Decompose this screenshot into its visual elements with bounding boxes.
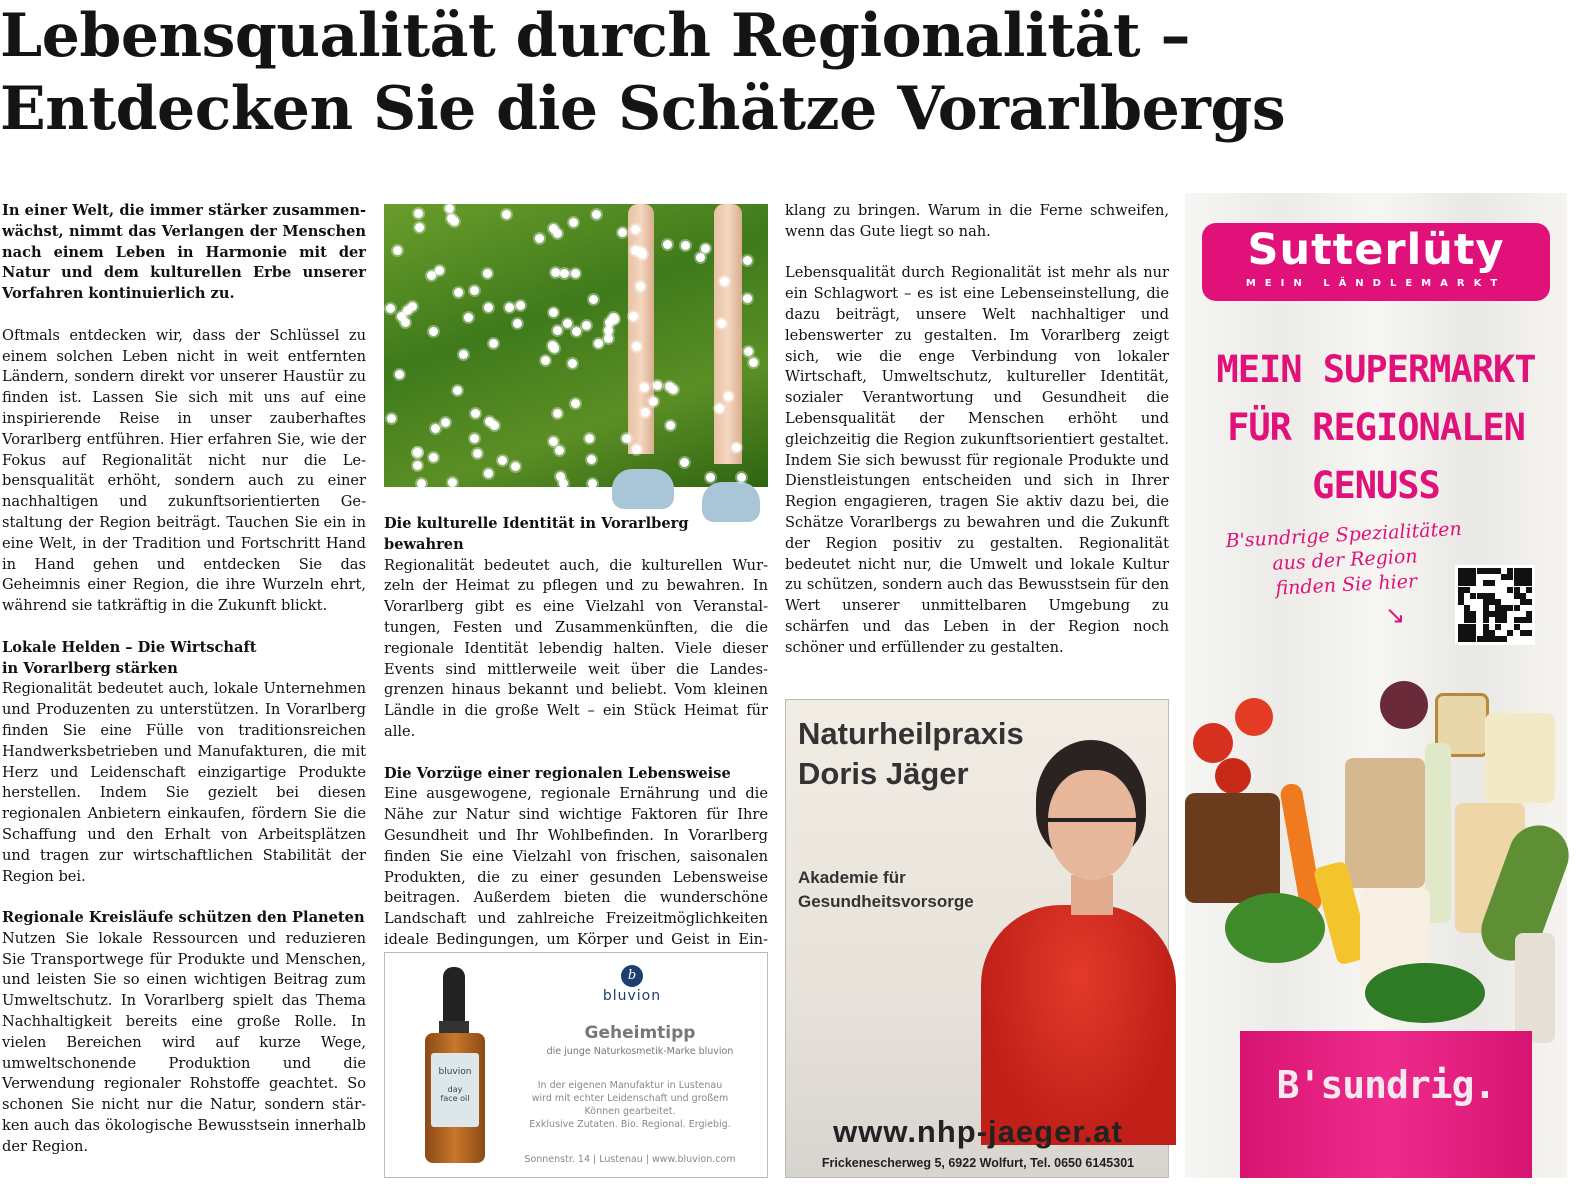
daisy-flower <box>535 234 544 243</box>
daisy-flower <box>513 319 522 328</box>
leg-left <box>628 204 654 454</box>
daisy-flower <box>471 409 480 418</box>
article-column-3 <box>785 201 1169 679</box>
qr-module <box>1526 587 1532 593</box>
article-photo-meadow <box>384 204 768 487</box>
daisy-flower <box>609 313 618 322</box>
daisy-flower <box>483 269 492 278</box>
headline-line-1: Lebensqualität durch Regionalität – <box>0 1 1190 71</box>
section-body-kreislaeufe: Nutzen Sie lokale Ressourcen und reduzieren Sie Transportwege für Produkte und Menschen, und leisten Sie so einen wichtigen Beitrag zum Umweltschutz. In Vorarlberg spielt das Thema Nachhaltigkeit bereits eine große Rolle. In vielen Bereichen wird auf kurze Wege, umweltschonende Produktion und die Verwendung regionaler Rohstoffe geachtet. So schonen Sie nicht nur die Natur, sondern stärken auch das ökologische Bewusstsein innerhalb der Region. <box>2 929 366 1155</box>
daisy-flower <box>417 479 426 488</box>
script-line-1: B'sundrige Spezialitäten <box>1225 517 1463 553</box>
sutterluety-headline-line-1: MEIN SUPERMARKT <box>1216 348 1536 391</box>
bluvion-body-line: In der eigenen Manufaktur in Lustenau <box>537 1080 723 1091</box>
daisy-flower <box>594 339 603 348</box>
daisy-flower <box>431 424 440 433</box>
daisy-flower <box>732 443 741 452</box>
daisy-flower <box>582 321 591 330</box>
script-line-2: aus der Region <box>1271 545 1419 575</box>
article-intro: Oftmals entdecken wir, dass der Schlüssel zu einem solchen Leben nicht in weit entfernten Ländern, sondern direkt vor unserer Haustür zu finden ist. Lassen Sie sich mit uns auf eine inspirierende Reise in unser zauberhaftes Vorarlberg entführen. Hier erfahren Sie, wie der Fokus auf Regionalität nicht nur die Lebensqualität erhöht, sondern auch zu einer nachhaltigen und zukunftsorientierten Gestaltung der Region beiträgt. Tauchen Sie ein in eine Welt, in der Tradition und Fortschritt Hand in Hand gehen und entdecken Sie das Geheimnis einer Region, die ihre Wurzeln ehrt, während sie tatkräftig in die Zukunft blickt. <box>2 326 366 615</box>
daisy-flower <box>632 342 641 351</box>
sutterluety-script-text <box>1223 517 1467 604</box>
daisy-flower <box>636 282 645 291</box>
section-body-lebensweise-continued: klang zu bringen. Warum in die Ferne schweifen, wenn das Gute liegt so nah. <box>785 202 1169 240</box>
daisy-flower <box>640 383 649 392</box>
daisy-flower <box>666 421 675 430</box>
daisy-flower <box>445 204 454 213</box>
sutterluety-tagline: MEIN LÄNDLEMARKT <box>1245 278 1507 289</box>
daisy-flower <box>743 294 752 303</box>
bag-slogan: B'sundrig. <box>1276 1063 1496 1107</box>
daisy-flower <box>473 449 482 458</box>
daisy-flower <box>706 473 715 482</box>
nhp-subtitle-line-2: Gesundheitsvorsorge <box>798 892 974 911</box>
daisy-flower <box>549 437 558 446</box>
daisy-flower <box>414 209 423 218</box>
daisy-flower <box>435 266 444 275</box>
daisy-flower <box>641 408 650 417</box>
daisy-flower <box>715 404 724 413</box>
daisy-flower <box>744 347 753 356</box>
article-column-2 <box>384 514 768 948</box>
sutterluety-headline-line-3: GENUSS <box>1312 464 1440 507</box>
daisy-flower <box>604 334 613 343</box>
daisy-flower <box>470 434 479 443</box>
bluvion-logo-icon: b <box>621 965 643 987</box>
daisy-flower <box>415 223 424 232</box>
daisy-flower <box>571 399 580 408</box>
bottle-label-brand: bluvion <box>438 1067 472 1077</box>
daisy-flower <box>622 434 631 443</box>
face-oil-bottle-image <box>425 967 485 1163</box>
script-line-3: finden Sie hier <box>1274 570 1418 600</box>
daisy-flower <box>701 244 710 253</box>
bluvion-body <box>505 1079 755 1131</box>
daisy-flower <box>453 386 462 395</box>
daisy-flower <box>749 358 758 367</box>
section-heading-line-2: in Vorarlberg stärken <box>2 659 178 677</box>
section-heading-identitaet: Die kulturelle Identität in Vorarlberg bewahren <box>384 515 689 553</box>
daisy-flower <box>649 397 658 406</box>
bluvion-brand: bluvion <box>602 988 662 1004</box>
qr-module <box>1514 605 1520 611</box>
daisy-flower <box>459 350 468 359</box>
curved-arrow-icon: ↘ <box>1385 601 1406 629</box>
section-body-identitaet: Regionalität bedeutet auch, die kulturellen Wurzeln der Heimat zu pflegen und zu bewahren. In Vorarlberg gibt es eine Vielzahl von Veranstaltungen, Festen und Zusammenkünften, die die regionale Identität lebendig halten. Viele dieser Events sind mittlerweile weit über die Landesgrenzen hinaus bekannt und beliebt. Vom kleinen Ländle in die große Welt – ein Stück Heimat für alle. <box>384 556 768 740</box>
qr-module <box>1526 630 1532 636</box>
bluvion-body-line: Können gearbeitet. <box>584 1106 676 1117</box>
qr-module <box>1526 599 1532 605</box>
daisy-flower <box>393 246 402 255</box>
daisy-flower <box>489 339 498 348</box>
daisy-flower <box>484 469 493 478</box>
daisy-flower <box>629 312 638 321</box>
daisy-flower <box>541 356 550 365</box>
daisy-flower <box>484 303 493 312</box>
section-body-lebensweise: Eine ausgewogene, regionale Ernährung und die Nähe zur Natur sind wichtige Faktoren für Ihre Gesundheit und Ihr Wohlbefinden. In Vorarlberg finden Sie eine Vielzahl von frischen, saisonalen Produkten, die zu einer gesunden Lebensweise beitragen. Außerdem bieten die wunderschöne Landschaft und zahlreiche Freizeitmöglichkeiten ideale Bedingungen, um Körper und Geist in Ein <box>384 785 768 948</box>
bluvion-body-line: Exklusive Zutaten. Bio. Regional. Ergiebig. <box>529 1119 731 1130</box>
daisy-flower <box>511 462 520 471</box>
daisy-flower <box>568 359 577 368</box>
nhp-subtitle <box>798 866 974 914</box>
qr-module <box>1507 630 1513 636</box>
daisy-flower <box>555 446 564 455</box>
daisy-flower <box>717 319 726 328</box>
daisy-flower <box>618 228 627 237</box>
bluvion-footer[interactable]: Sonnenstr. 14 | Lustenau | www.bluvion.com <box>524 1154 736 1165</box>
qr-module <box>1495 624 1501 630</box>
daisy-flower <box>559 479 568 488</box>
daisy-flower <box>720 277 729 286</box>
nhp-subtitle-line-1: Akademie für <box>798 868 906 887</box>
daisy-flower <box>553 409 562 418</box>
daisy-flower <box>571 269 580 278</box>
daisy-flower <box>632 445 641 454</box>
ad-sutterluety[interactable] <box>1185 193 1567 1178</box>
nhp-title-line-2: Doris Jäger <box>798 756 969 791</box>
daisy-flower <box>464 313 473 322</box>
daisy-flower <box>588 479 597 488</box>
sutterluety-headline <box>1185 341 1567 515</box>
bottle-label-type: face oil <box>440 1094 470 1103</box>
daisy-flower <box>553 326 562 335</box>
daisy-flower <box>631 225 640 234</box>
qr-module <box>1501 636 1507 642</box>
daisy-flower <box>387 414 396 423</box>
daisy-flower <box>696 253 705 262</box>
bottle-label-product: day <box>447 1085 463 1094</box>
bluvion-subtitle: die junge Naturkosmetik-Marke bluvion <box>546 1046 734 1057</box>
daisy-flower <box>551 268 560 277</box>
qr-module <box>1526 617 1532 623</box>
daisy-flower <box>448 478 457 487</box>
bluvion-body-line: wird mit echter Leidenschaft und großem <box>531 1093 729 1104</box>
daisy-flower <box>569 218 578 227</box>
daisy-flower <box>737 473 746 482</box>
daisy-flower <box>447 214 456 223</box>
qr-module <box>1489 580 1495 586</box>
bluvion-title: Geheimtipp <box>584 1023 696 1043</box>
daisy-flower <box>395 370 404 379</box>
daisy-flower <box>516 301 525 310</box>
daisy-flower <box>413 461 422 470</box>
nhp-title <box>798 714 1024 794</box>
section-heading-lokale-helden <box>2 638 366 680</box>
daisy-flower <box>548 341 557 350</box>
headline-line-2: Entdecken Sie die Schätze Vorarlbergs <box>0 74 1286 144</box>
daisy-flower <box>585 434 594 443</box>
shoe-left <box>612 469 674 509</box>
daisy-flower <box>680 458 689 467</box>
sutterluety-logo <box>1202 223 1550 301</box>
section-heading-line-1: Lokale Helden – Die Wirtschaft <box>2 638 257 656</box>
bluvion-logo <box>597 965 667 1004</box>
daisy-flower <box>386 304 395 313</box>
daisy-flower <box>589 295 598 304</box>
qr-code[interactable] <box>1455 565 1535 645</box>
daisy-flower <box>413 448 422 457</box>
daisy-flower <box>572 327 581 336</box>
daisy-flower <box>429 453 438 462</box>
nhp-title-line-1: Naturheilpraxis <box>798 716 1024 751</box>
nhp-website-link[interactable]: www.nhp-jaeger.at <box>833 1114 1123 1149</box>
daisy-flower <box>638 250 647 259</box>
sutterluety-brand: Sutterlüty <box>1247 225 1505 275</box>
daisy-flower <box>653 381 662 390</box>
daisy-flower <box>454 288 463 297</box>
daisy-flower <box>743 256 752 265</box>
daisy-flower <box>663 240 672 249</box>
article-headline <box>0 0 1570 146</box>
daisy-flower <box>397 312 406 321</box>
daisy-flower <box>470 286 479 295</box>
leg-right <box>714 204 742 464</box>
ad-naturheilpraxis[interactable] <box>785 699 1169 1178</box>
section-body-lokale-helden: Regionalität bedeutet auch, lokale Unternehmen und Produzenten zu unterstützen. In Vorarlberg finden Sie eine Fülle von traditionsreichen Handwerksbetrieben und Manufakturen, die mit Herz und Leidenschaft einzigartige Produkte herstellen. Indem Sie gezielt bei diesen regionalen Anbietern einkaufen, fördern Sie die Schaffung und den Erhalt von Arbeitsplätzen und tragen zur wirtschaftlichen Stabilität der Region bei. <box>2 680 366 885</box>
daisy-flower <box>560 269 569 278</box>
daisy-flower <box>502 210 511 219</box>
daisy-flower <box>505 303 514 312</box>
daisy-flower <box>681 241 690 250</box>
daisy-flower <box>549 308 558 317</box>
daisy-flower <box>429 327 438 336</box>
section-heading-kreislaeufe: Regionale Kreisläufe schützen den Planeten <box>2 909 365 927</box>
qr-module <box>1501 617 1507 623</box>
article-column-1 <box>2 201 366 1178</box>
daisy-flower <box>485 417 494 426</box>
portrait-photo <box>976 740 1176 1120</box>
daisy-flower <box>549 224 558 233</box>
daisy-flower <box>592 210 601 219</box>
daisy-flower <box>587 455 596 464</box>
daisy-flower <box>724 392 733 401</box>
daisy-flower <box>441 418 450 427</box>
article-conclusion: Lebensqualität durch Regionalität ist mehr als nur ein Schlagwort – es ist eine Lebenseinstellung, die dazu beiträgt, unsere Welt nachhaltiger und lebenswerter zu gestalten. Im Vorarlberg zeigt sich, wie die enge Verbindung von lokaler Wirtschaft, Umweltschutz, kultureller Identität, sozialer Verantwortung und Gesundheit die Lebensqualität der Menschen erhöht und gleichzeitig die Region zukunftsorientiert gestaltet. Indem Sie sich bewusst für regionale Produkte und Dienstleistungen entscheiden und sich in Ihrer Region engagieren, tragen Sie aktiv dazu bei, die Schätze Vorarlbergs zu bewahren und die Zukunft der Region positiv zu gestalten. Regionalität bedeutet nicht nur, die Umwelt und lokale Kultur zu schützen, sondern auch das Bewusstsein für den Wert unserer unmittelbaren Umgebung zu schärfen und das Leben in der Region noch schöner und erfüllender zu gestalten. <box>785 264 1169 656</box>
daisy-flower <box>563 319 572 328</box>
daisy-flower <box>665 382 674 391</box>
sutterluety-headline-line-2: FÜR REGIONALEN <box>1227 406 1525 449</box>
daisy-flower <box>498 456 507 465</box>
ad-bluvion[interactable] <box>384 952 768 1178</box>
article-lead: In einer Welt, die immer stärker zusammenwächst, nimmt das Verlangen der Menschen nach einem Leben in Harmonie mit der Natur und dem kulturellen Erbe unserer Vorfahren kontinuierlich zu. <box>2 202 366 303</box>
qr-module <box>1470 580 1476 586</box>
section-heading-lebensweise: Die Vorzüge einer regionalen Lebensweise <box>384 764 731 782</box>
nhp-address: Frickenescherweg 5, 6922 Wolfurt, Tel. 0650 6145301 <box>821 1156 1135 1170</box>
